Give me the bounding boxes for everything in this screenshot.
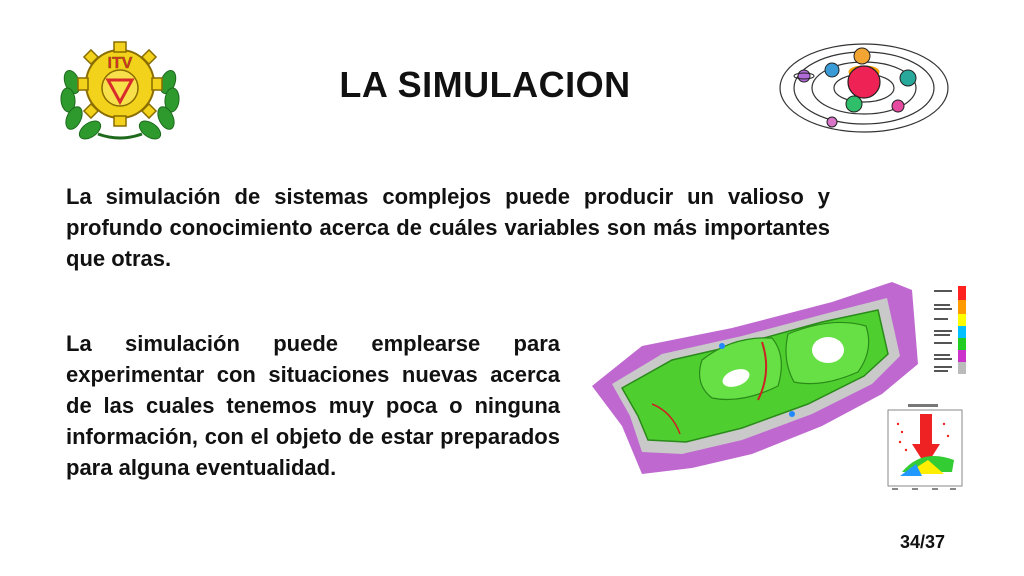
color-legend [934,286,966,374]
sheet-panel-image [592,282,918,474]
logo-lettering: ITV [107,55,133,72]
paragraph-complex-systems: La simulación de sistemas complejos puede producir un valioso y profundo conocimiento acerca de cuáles variables son más importantes que otras. [66,184,830,271]
simulation-figure [582,276,982,490]
paragraph-new-situations: La simulación puede emplearse para experimentar con situaciones nuevas acerca de las cuales tenemos muy poca o ninguna información, con el objeto de estar preparados para alguna eventualidad. [66,331,560,480]
solar-system-icon [776,40,950,136]
forming-limit-diagram [888,404,962,490]
slide-title: LA SIMULACION [339,64,631,105]
page-number: 34/37 [900,532,946,552]
